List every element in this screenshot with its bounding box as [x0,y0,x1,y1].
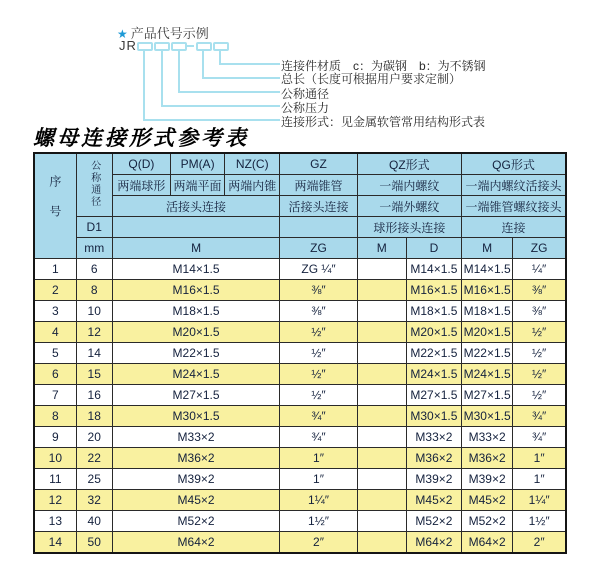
table-row [34,301,566,322]
cell-qz-m [357,490,406,511]
cell-qz-m [357,280,406,301]
cell-qz-d: M18×1.5 [406,301,461,322]
cell-qz-d: M30×1.5 [406,406,461,427]
cell-qg-m: M33×2 [462,427,513,448]
cell-dn: 12 [76,322,112,343]
cell-qg-m: M30×1.5 [462,406,513,427]
cell-qg-m: M45×2 [462,490,513,511]
cell-dn: 22 [76,448,112,469]
qg-row2: 一端内螺纹活接头 [462,175,566,196]
cell-qg-m: M20×1.5 [462,322,513,343]
cell-qg-m: M16×1.5 [462,280,513,301]
cell-qz-m [357,532,406,554]
cell-qg-m: M14×1.5 [462,259,513,280]
cell-qg-zg: 2″ [513,532,566,554]
cell-qg-zg: 1¼″ [513,490,566,511]
cell-gz-zg: ½″ [280,322,357,343]
code-box-2 [154,42,170,51]
cell-dn: 50 [76,532,112,554]
zg-unit: ZG [280,238,357,259]
callout-line-connection [143,51,280,121]
cell-dn: 10 [76,301,112,322]
cell-serial: 6 [34,364,76,385]
cell-qz-d: M39×2 [406,469,461,490]
nut-connection-table [33,152,567,554]
union-connection: 活接头连接 [112,196,280,217]
cell-m: M33×2 [112,427,280,448]
cell-m: M36×2 [112,448,280,469]
cell-dn: 15 [76,364,112,385]
cell-m: M39×2 [112,469,280,490]
cell-dn: 25 [76,469,112,490]
cell-serial: 9 [34,427,76,448]
cell-gz-zg: 1″ [280,448,357,469]
label-material: 连接件材质 c：为碳钢 b：为不锈钢 [281,59,486,73]
cell-serial: 3 [34,301,76,322]
cell-gz-zg: 1″ [280,469,357,490]
cell-dn: 20 [76,427,112,448]
label-diameter: 公称通径 [281,87,330,101]
table-row [34,511,566,532]
cell-qg-zg: ⅜″ [513,280,566,301]
qg-row4: 连接 [462,217,566,238]
cell-qz-m [357,511,406,532]
qg-row3: 一端锥管螺纹接头 [462,196,566,217]
cell-qz-d: M24×1.5 [406,364,461,385]
cell-qz-m [357,385,406,406]
cell-qg-m: M22×1.5 [462,343,513,364]
cell-qg-zg: 1½″ [513,511,566,532]
cell-gz-zg: ZG ¼″ [280,259,357,280]
pm-ends: 两端平面 [170,175,224,196]
empty-cell [112,217,280,238]
col-qz-code: QZ形式 [357,153,461,175]
dn-label: 公称通径 [88,159,100,208]
qg-zg-unit: ZG [513,238,566,259]
cell-m: M45×2 [112,490,280,511]
col-nz-code: NZ(C) [225,153,280,175]
nz-ends: 两端内锥 [225,175,280,196]
cell-gz-zg: ¾″ [280,406,357,427]
cell-qz-m [357,364,406,385]
cell-serial: 8 [34,406,76,427]
cell-gz-zg: ⅜″ [280,301,357,322]
cell-m: M52×2 [112,511,280,532]
cell-qz-m [357,301,406,322]
col-pm-code: PM(A) [170,153,224,175]
cell-qz-d: M52×2 [406,511,461,532]
cell-qz-d: M20×1.5 [406,322,461,343]
serial-label: 序号 [47,174,62,235]
cell-serial: 4 [34,322,76,343]
cell-m: M24×1.5 [112,364,280,385]
cell-gz-zg: 1½″ [280,511,357,532]
cell-qg-zg: ½″ [513,364,566,385]
cell-m: M18×1.5 [112,301,280,322]
code-box-5 [213,42,229,51]
d1-header: D1 [76,217,112,238]
table-row [34,469,566,490]
code-box-1 [137,42,153,51]
cell-m: M30×1.5 [112,406,280,427]
cell-serial: 14 [34,532,76,554]
cell-qg-m: M24×1.5 [462,364,513,385]
cell-qz-d: M33×2 [406,427,461,448]
cell-qg-m: M64×2 [462,532,513,554]
table-row [34,490,566,511]
table-row [34,448,566,469]
col-serial-header [34,153,76,259]
label-pressure: 公称压力 [281,101,330,115]
cell-qg-zg: ¾″ [513,427,566,448]
cell-m: M64×2 [112,532,280,554]
cell-dn: 6 [76,259,112,280]
cell-gz-zg: ¾″ [280,427,357,448]
col-qg-code: QG形式 [462,153,566,175]
cell-serial: 13 [34,511,76,532]
cell-qg-zg: ⅜″ [513,301,566,322]
header-row-3 [34,196,566,217]
qz-d-unit: D [406,238,461,259]
table-row [34,385,566,406]
cell-qg-m: M18×1.5 [462,301,513,322]
diagram-title-text: 产品代号示例 [130,26,209,41]
cell-gz-zg: ½″ [280,385,357,406]
cell-dn: 40 [76,511,112,532]
code-box-3 [171,42,187,51]
cell-qz-m [357,259,406,280]
cell-serial: 2 [34,280,76,301]
cell-qg-m: M39×2 [462,469,513,490]
cell-dn: 16 [76,385,112,406]
gz-connection: 活接头连接 [280,196,357,217]
table-body [34,259,566,554]
star-icon: ★ [117,27,128,41]
gz-ends: 两端锥管 [280,175,357,196]
cell-qg-zg: 1″ [513,448,566,469]
cell-qz-m [357,406,406,427]
table-row [34,532,566,554]
header-row-4 [34,217,566,238]
cell-qz-m [357,448,406,469]
cell-qg-zg: ½″ [513,385,566,406]
cell-m: M27×1.5 [112,385,280,406]
cell-qg-zg: 1″ [513,469,566,490]
table-row [34,280,566,301]
cell-qg-zg: ¼″ [513,259,566,280]
cell-qz-d: M27×1.5 [406,385,461,406]
cell-qg-zg: ¾″ [513,406,566,427]
table-row [34,343,566,364]
cell-qg-m: M52×2 [462,511,513,532]
qz-row3: 一端外螺纹 [357,196,461,217]
cell-serial: 7 [34,385,76,406]
header-row-5 [34,238,566,259]
code-prefix: JR [119,38,137,53]
cell-qz-d: M45×2 [406,490,461,511]
table-header [34,153,566,259]
unit-mm: mm [76,238,112,259]
qz-m-unit: M [357,238,406,259]
m-unit: M [112,238,280,259]
label-connection: 连接形式：见金属软管常用结构形式表 [281,115,486,129]
col-dn-header [76,153,112,217]
header-row-1 [34,153,566,175]
qg-m-unit: M [462,238,513,259]
cell-serial: 12 [34,490,76,511]
cell-dn: 14 [76,343,112,364]
cell-m: M22×1.5 [112,343,280,364]
cell-serial: 11 [34,469,76,490]
col-gz-code: GZ [280,153,357,175]
cell-qg-zg: ½″ [513,343,566,364]
code-dash [187,45,194,47]
cell-gz-zg: 1¼″ [280,490,357,511]
cell-qz-d: M36×2 [406,448,461,469]
col-q-code: Q(D) [112,153,170,175]
cell-m: M16×1.5 [112,280,280,301]
qz-row2: 一端内螺纹 [357,175,461,196]
cell-gz-zg: ½″ [280,364,357,385]
cell-qz-m [357,469,406,490]
cell-qg-zg: ½″ [513,322,566,343]
cell-m: M20×1.5 [112,322,280,343]
cell-serial: 1 [34,259,76,280]
cell-serial: 10 [34,448,76,469]
cell-qz-d: M14×1.5 [406,259,461,280]
table-title: 螺母连接形式参考表 [33,125,249,150]
cell-gz-zg: 2″ [280,532,357,554]
cell-qz-m [357,343,406,364]
cell-serial: 5 [34,343,76,364]
table-row [34,406,566,427]
cell-dn: 32 [76,490,112,511]
cell-qz-d: M64×2 [406,532,461,554]
code-box-4 [196,42,212,51]
header-row-2 [34,175,566,196]
cell-qg-m: M36×2 [462,448,513,469]
q-ends: 两端球形 [112,175,170,196]
cell-dn: 8 [76,280,112,301]
cell-dn: 18 [76,406,112,427]
qz-row4: 球形接头连接 [357,217,461,238]
cell-m: M14×1.5 [112,259,280,280]
label-length: 总长（长度可根据用户要求定制） [281,72,462,86]
cell-gz-zg: ½″ [280,343,357,364]
cell-qz-m [357,427,406,448]
cell-qz-d: M22×1.5 [406,343,461,364]
table-row [34,322,566,343]
table-row [34,427,566,448]
cell-qz-m [357,322,406,343]
cell-qz-d: M16×1.5 [406,280,461,301]
table-row [34,259,566,280]
empty-cell [280,217,357,238]
cell-qg-m: M27×1.5 [462,385,513,406]
cell-gz-zg: ⅜″ [280,280,357,301]
table-row [34,364,566,385]
